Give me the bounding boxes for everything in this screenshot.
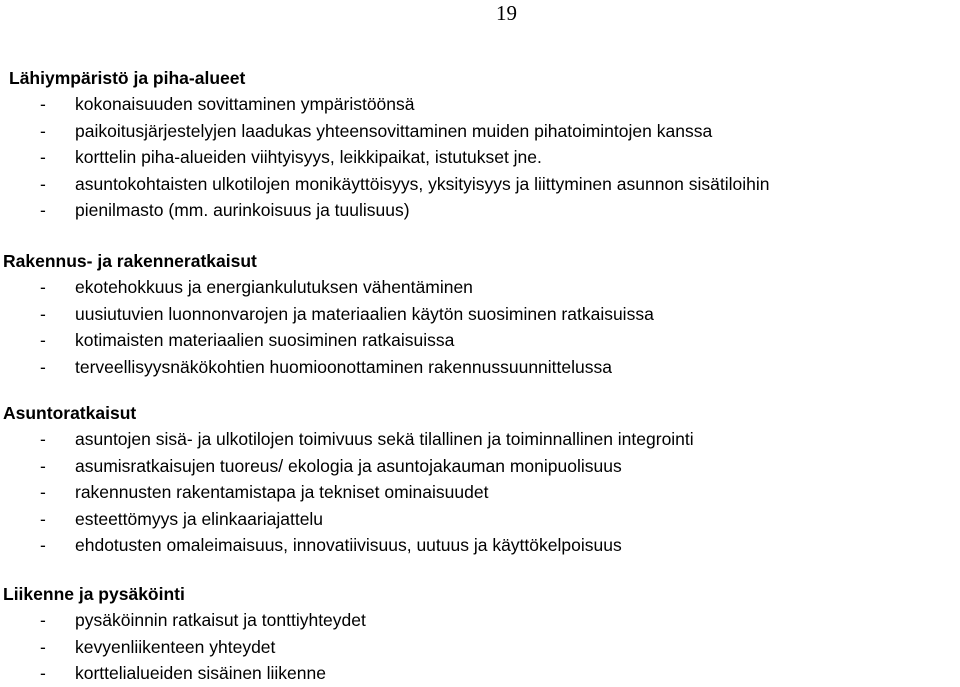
- list-item: [0, 634, 960, 661]
- list-item: [0, 197, 960, 224]
- dash-marker: -: [40, 330, 46, 351]
- list-item-text: uusiutuvien luonnonvarojen ja materiaalien käytön suosiminen ratkaisuissa: [75, 303, 654, 324]
- dash-marker: -: [40, 94, 46, 114]
- dash-marker: -: [40, 429, 46, 449]
- list-item: [0, 453, 960, 480]
- list-item-text: ekotehokkuus ja energiankulutuksen vähentäminen: [75, 277, 473, 297]
- list-item-text: asuntojen sisä- ja ulkotilojen toimivuus sekä tilallinen ja toiminnallinen integrointi: [75, 429, 694, 449]
- list-item-text: kevyenliikenteen yhteydet: [75, 636, 276, 657]
- dash-marker: -: [40, 147, 46, 168]
- list-item-text: ehdotusten omaleimaisuus, innovatiivisuus, uutuus ja käyttökelpoisuus: [75, 535, 622, 556]
- list-item: [0, 91, 960, 118]
- dash-marker: -: [40, 277, 46, 297]
- list-item-text: korttelin piha-alueiden viihtyisyys, leikkipaikat, istutukset jne.: [75, 147, 542, 168]
- list-item-text: pysäköinnin ratkaisut ja tonttiyhteydet: [75, 610, 366, 630]
- list-item: [0, 301, 960, 328]
- list-item: [0, 354, 960, 381]
- dash-marker: -: [40, 200, 46, 221]
- list-item-text: korttelialueiden sisäinen liikenne: [75, 663, 326, 684]
- list-item-text: esteettömyys ja elinkaariajattelu: [75, 508, 324, 529]
- list-item: [0, 144, 960, 171]
- dash-marker: -: [40, 455, 46, 476]
- list-item: [0, 607, 960, 634]
- dash-marker: -: [40, 173, 46, 194]
- list-item-text: asuntokohtaisten ulkotilojen monikäyttöisyys, yksityisyys ja liittyminen asunnon sisätiloihin: [75, 173, 770, 194]
- list-item: [0, 274, 960, 301]
- list-item: [0, 118, 960, 145]
- dash-marker: -: [40, 356, 46, 377]
- list-item-text: asumisratkaisujen tuoreus/ ekologia ja asuntojakauman monipuolisuus: [75, 455, 622, 476]
- list-item: [0, 426, 960, 453]
- list-item-text: pienilmasto (mm. aurinkoisuus ja tuulisuus): [75, 200, 410, 221]
- list-item-text: kotimaisten materiaalien suosiminen ratkaisuissa: [75, 330, 455, 351]
- dash-marker: -: [40, 508, 46, 529]
- dash-marker: -: [40, 303, 46, 324]
- section-heading: Liikenne ja pysäköinti: [3, 584, 185, 604]
- section-liikenne: [0, 581, 960, 687]
- section-heading: Asuntoratkaisut: [3, 403, 137, 423]
- dash-marker: -: [40, 120, 46, 141]
- section-rakennus: [0, 248, 960, 380]
- list-item-text: terveellisyysnäkökohtien huomioonottaminen rakennussuunnittelussa: [75, 356, 612, 377]
- dash-marker: -: [40, 610, 46, 630]
- list-item: [0, 506, 960, 533]
- dash-marker: -: [40, 535, 46, 556]
- list-item: [0, 660, 960, 687]
- page-number: 19: [496, 1, 517, 25]
- list-item-text: rakennusten rakentamistapa ja tekniset ominaisuudet: [75, 482, 489, 503]
- list-item-text: kokonaisuuden sovittaminen ympäristöönsä: [75, 94, 415, 114]
- dash-marker: -: [40, 636, 46, 657]
- section-asuntoratkaisut: [0, 400, 960, 559]
- section-heading: Rakennus- ja rakenneratkaisut: [3, 251, 257, 271]
- list-item: [0, 479, 960, 506]
- list-item: [0, 327, 960, 354]
- section-heading: Lähiympäristö ja piha-alueet: [9, 68, 246, 88]
- dash-marker: -: [40, 663, 46, 684]
- dash-marker: -: [40, 482, 46, 503]
- section-lahiymparisto: [0, 65, 960, 224]
- list-item-text: paikoitusjärjestelyjen laadukas yhteensovittaminen muiden pihatoimintojen kanssa: [75, 120, 713, 141]
- list-item: [0, 532, 960, 559]
- list-item: [0, 171, 960, 198]
